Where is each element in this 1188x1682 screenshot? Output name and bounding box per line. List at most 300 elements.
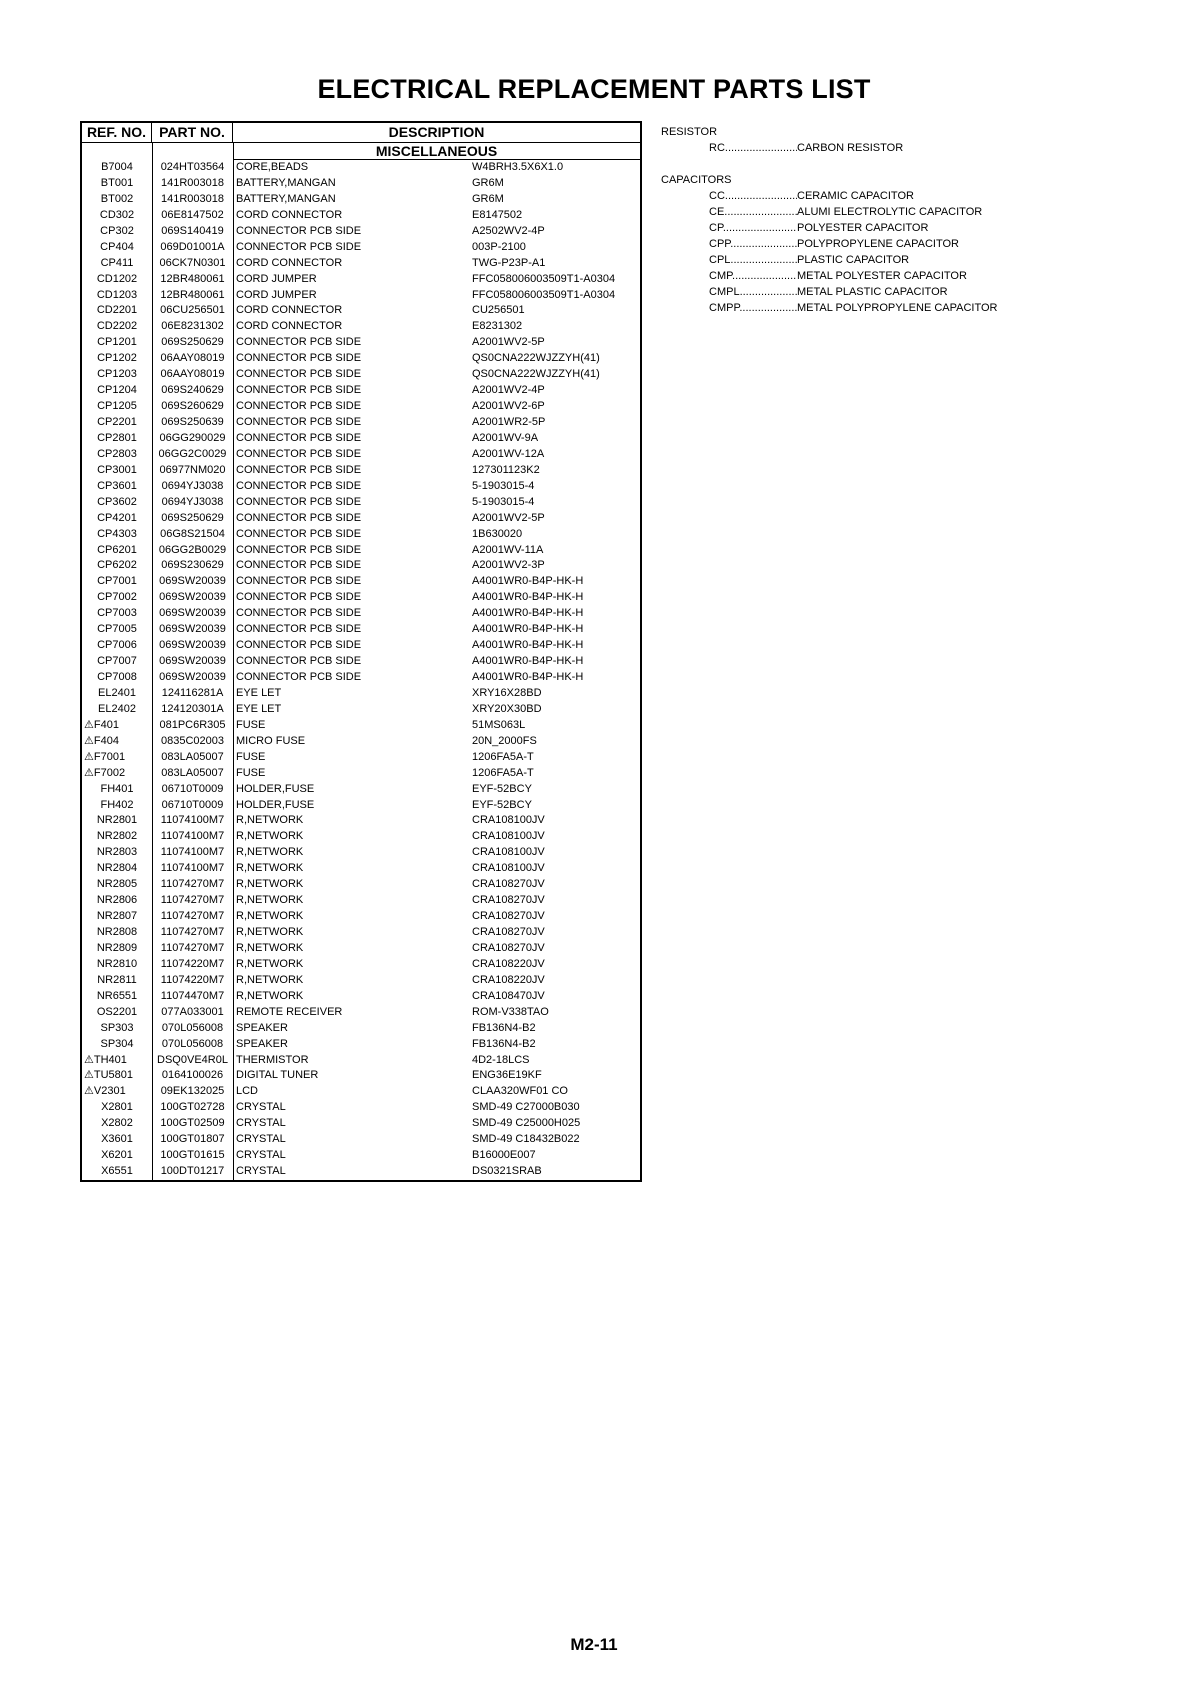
description-cell: CONNECTOR PCB SIDE [236, 431, 362, 444]
part-no-cell: 070L056008 [161, 1037, 224, 1050]
ref-no-cell [82, 718, 152, 734]
table-row [82, 463, 640, 479]
description-cell: CONNECTOR PCB SIDE [236, 240, 362, 253]
part-value-cell: ENG36E19KF [472, 1069, 542, 1082]
legend-label: CERAMIC CAPACITOR [797, 190, 914, 202]
part-value-cell: ROM-V338TAO [472, 1005, 549, 1018]
table-row [82, 574, 640, 590]
part-no-cell: 06AAY08019 [160, 352, 225, 365]
description-cell: CONNECTOR PCB SIDE [236, 671, 362, 683]
part-value-cell: CRA108270JV [472, 894, 545, 907]
legend-label: ALUMI ELECTROLYTIC CAPACITOR [797, 206, 983, 218]
legend-capacitors-heading: CAPACITORS [661, 174, 732, 186]
ref-no-cell: CP3001 [97, 463, 137, 476]
table-row [82, 288, 640, 304]
part-value-cell: E8231302 [472, 320, 523, 333]
part-value-cell: CRA108100JV [472, 814, 545, 827]
part-no-cell: 12BR480061 [160, 288, 225, 301]
ref-no-cell: EL2402 [98, 702, 136, 715]
part-value-cell: TWG-P23P-A1 [472, 256, 546, 269]
safety-warning-icon: ⚠ [84, 1085, 94, 1098]
ref-no-cell: NR2810 [96, 957, 138, 970]
part-value-cell: GR6M [472, 176, 504, 189]
description-cell: CORD CONNECTOR [236, 320, 343, 333]
table-row [82, 925, 640, 941]
table-row [82, 240, 640, 256]
table-row [82, 415, 640, 431]
ref-no-cell: CP1204 [97, 384, 137, 397]
description-cell: R,NETWORK [236, 862, 304, 875]
part-no-cell: 06CK7N0301 [159, 256, 226, 269]
abbreviation-legend [661, 124, 998, 316]
part-no-cell: 11074100M7 [160, 814, 225, 827]
ref-no-cell: CP6201 [97, 543, 137, 556]
table-row [82, 527, 640, 543]
part-no-cell: 06E8147502 [161, 208, 224, 221]
part-value-cell: SMD-49 C27000B030 [472, 1101, 580, 1114]
description-cell: CONNECTOR PCB SIDE [236, 416, 362, 428]
part-value-cell: 1B630020 [472, 527, 523, 540]
description-cell: CONNECTOR PCB SIDE [236, 384, 362, 397]
part-value-cell: CRA108470JV [472, 989, 545, 1002]
description-cell: CONNECTOR PCB SIDE [236, 447, 362, 460]
part-no-cell: 077A033001 [161, 1005, 224, 1018]
safety-warning-icon: ⚠ [84, 1053, 94, 1066]
description-cell: CORD CONNECTOR [236, 256, 343, 269]
part-value-cell: A4001WR0-B4P-HK-H [472, 623, 584, 636]
table-row [82, 511, 640, 527]
part-value-cell: A2001WV2-5P [472, 511, 545, 524]
description-cell: R,NETWORK [236, 910, 304, 923]
description-cell: CONNECTOR PCB SIDE [236, 479, 362, 492]
part-value-cell: 20N_2000FS [472, 734, 537, 747]
table-row [82, 957, 640, 973]
ref-no-cell: CP1205 [97, 400, 137, 413]
part-no-cell: 11074270M7 [160, 941, 225, 954]
part-no-cell: 141R003018 [160, 176, 224, 189]
part-value-cell: CRA108270JV [472, 878, 545, 891]
legend-abbreviation: CPL ..... [709, 252, 797, 268]
part-value-cell: GR6M [472, 192, 504, 205]
parts-table [80, 121, 642, 1182]
description-cell: FUSE [236, 718, 266, 731]
table-row [82, 893, 640, 909]
part-value-cell: CU256501 [472, 304, 525, 317]
part-no-cell: 024HT03564 [160, 161, 225, 173]
part-no-cell: 069S250629 [161, 511, 224, 524]
ref-no-cell: CP4201 [97, 511, 137, 524]
part-no-cell: 100GT01615 [160, 1149, 225, 1162]
description-cell: CRYSTAL [236, 1101, 286, 1114]
ref-no-cell: BT002 [100, 192, 134, 205]
legend-item [661, 284, 998, 300]
table-row [82, 399, 640, 415]
description-cell: DIGITAL TUNER [236, 1069, 319, 1082]
description-cell: BATTERY,MANGAN [236, 176, 336, 189]
ref-no-cell: CP411 [100, 256, 134, 269]
ref-no-cell: CP404 [100, 240, 134, 253]
legend-item [661, 140, 998, 156]
part-no-cell: 0835C02003 [160, 734, 224, 747]
part-no-cell: 083LA05007 [161, 750, 224, 763]
table-row [82, 622, 640, 638]
table-row [82, 782, 640, 798]
part-no-cell: 06E8231302 [161, 320, 224, 333]
table-row [82, 1164, 640, 1180]
description-cell: CONNECTOR PCB SIDE [236, 511, 362, 524]
part-value-cell: QS0CNA222WJZZYH(41) [472, 352, 600, 365]
part-value-cell: EYF-52BCY [472, 782, 532, 795]
ref-no-cell: NR2803 [96, 846, 138, 859]
description-cell: CONNECTOR PCB SIDE [236, 575, 362, 588]
legend-resistor-list [661, 140, 998, 156]
table-row [82, 750, 640, 766]
table-row [82, 208, 640, 224]
description-cell: R,NETWORK [236, 830, 304, 843]
ref-no-cell: CP7003 [97, 607, 137, 620]
ref-no-cell [82, 1068, 152, 1084]
ref-no-cell: CP3602 [97, 495, 137, 508]
table-row [82, 1053, 640, 1069]
description-cell: CRYSTAL [236, 1117, 286, 1130]
ref-no-cell: B7004 [101, 161, 133, 173]
part-value-cell: 5-1903015-4 [472, 495, 535, 508]
description-cell: HOLDER,FUSE [236, 798, 315, 811]
part-value-cell: A2001WV2-4P [472, 384, 545, 397]
part-value-cell: 1206FA5A-T [472, 750, 534, 763]
ref-no-cell: NR2805 [96, 878, 138, 891]
part-no-cell: 06GG2C0029 [158, 447, 227, 460]
part-no-cell: 069S230629 [161, 559, 224, 572]
ref-no-text: F404 [93, 734, 119, 747]
part-value-cell: 5-1903015-4 [472, 479, 535, 492]
part-no-cell: 069SW20039 [159, 575, 226, 588]
table-row [82, 1100, 640, 1116]
part-value-cell: 1206FA5A-T [472, 766, 534, 779]
table-row [82, 590, 640, 606]
description-cell: THERMISTOR [236, 1053, 309, 1066]
legend-item [661, 268, 998, 284]
description-cell: CONNECTOR PCB SIDE [236, 607, 362, 620]
part-no-cell: 06AAY08019 [160, 368, 225, 381]
table-row [82, 829, 640, 845]
description-cell: CONNECTOR PCB SIDE [236, 495, 362, 508]
description-cell: R,NETWORK [236, 941, 304, 954]
part-no-cell: 11074220M7 [160, 957, 225, 970]
safety-warning-icon: ⚠ [84, 718, 94, 731]
legend-item [661, 220, 998, 236]
part-value-cell: A2001WV-11A [472, 543, 544, 556]
part-value-cell: 4D2-18LCS [472, 1053, 530, 1066]
part-no-cell: 06710T0009 [161, 798, 224, 811]
table-row [82, 973, 640, 989]
table-row [82, 766, 640, 782]
part-value-cell: SMD-49 C18432B022 [472, 1133, 580, 1146]
part-value-cell: CRA108270JV [472, 926, 545, 938]
part-value-cell: 003P-2100 [472, 240, 526, 253]
part-value-cell: DS0321SRAB [472, 1165, 542, 1178]
safety-warning-icon: ⚠ [84, 750, 94, 763]
part-no-cell: 11074270M7 [160, 894, 225, 907]
part-no-cell: 141R003018 [160, 192, 224, 205]
table-row [82, 303, 640, 319]
ref-no-cell: CP1201 [97, 336, 137, 349]
ref-no-cell [82, 1053, 152, 1069]
description-cell: REMOTE RECEIVER [236, 1005, 343, 1018]
part-no-cell: 11074220M7 [160, 973, 225, 986]
part-value-cell: CRA108100JV [472, 846, 545, 859]
ref-no-cell: CP7005 [97, 623, 137, 636]
table-row [82, 176, 640, 192]
table-row [82, 1068, 640, 1084]
ref-no-text: TH401 [93, 1053, 127, 1066]
legend-item [661, 188, 998, 204]
description-cell: CONNECTOR PCB SIDE [236, 463, 362, 476]
ref-no-cell: NR2802 [96, 830, 138, 843]
description-cell: R,NETWORK [236, 894, 304, 907]
ref-no-cell [82, 1084, 152, 1100]
header-description: DESCRIPTION [388, 124, 485, 140]
part-no-cell: 081PC6R305 [159, 718, 226, 731]
legend-abbreviation: CP ..... [709, 220, 797, 236]
part-value-cell: 51MS063L [472, 718, 526, 731]
table-row [82, 1037, 640, 1053]
description-cell: CORE,BEADS [236, 161, 309, 173]
table-row [82, 351, 640, 367]
legend-abbreviation: CC ..... [709, 188, 797, 204]
legend-abbreviation: CMP ..... [709, 268, 797, 284]
table-row [82, 1084, 640, 1100]
table-row [82, 431, 640, 447]
part-no-cell: 06GG290029 [159, 431, 226, 444]
part-value-cell: CRA108100JV [472, 830, 545, 843]
ref-no-cell: CD2201 [96, 304, 138, 317]
ref-no-cell: CD1202 [96, 272, 138, 285]
part-no-cell: 100GT01807 [160, 1133, 225, 1146]
table-body [82, 160, 640, 1180]
ref-no-cell [82, 766, 152, 782]
ref-no-cell: X6551 [101, 1165, 133, 1178]
part-value-cell: CRA108220JV [472, 957, 545, 970]
table-row [82, 1116, 640, 1132]
description-cell: CRYSTAL [236, 1165, 286, 1178]
description-cell: SPEAKER [236, 1037, 288, 1050]
table-row [82, 495, 640, 511]
header-part-no: PART NO. [152, 123, 233, 142]
part-value-cell: A2502WV2-4P [472, 224, 545, 237]
table-row [82, 845, 640, 861]
part-no-cell: 06GG2B0029 [158, 543, 227, 556]
ref-no-cell: NR2804 [96, 862, 138, 875]
part-no-cell: 0164100026 [161, 1069, 224, 1082]
description-cell: FUSE [236, 766, 266, 779]
legend-item [661, 300, 998, 316]
part-no-cell: 11074100M7 [160, 846, 225, 859]
ref-no-text: F7001 [93, 750, 126, 763]
part-no-cell: 124120301A [161, 702, 224, 715]
part-value-cell: A4001WR0-B4P-HK-H [472, 671, 584, 683]
part-no-cell: 06CU256501 [160, 304, 225, 317]
part-no-cell: 069SW20039 [159, 607, 226, 620]
ref-no-cell: NR6551 [96, 989, 138, 1002]
part-no-cell: 06710T0009 [161, 782, 224, 795]
part-no-cell: 069SW20039 [159, 655, 226, 668]
part-value-cell: A4001WR0-B4P-HK-H [472, 591, 584, 604]
table-row [82, 813, 640, 829]
table-header [82, 123, 640, 143]
legend-abbreviation: CMPP ..... [709, 300, 797, 316]
safety-warning-icon: ⚠ [84, 734, 94, 747]
part-no-cell: 0694YJ3038 [161, 495, 224, 508]
table-row [82, 558, 640, 574]
ref-no-cell: CP2803 [97, 447, 137, 460]
ref-no-cell: CP2801 [97, 431, 137, 444]
description-cell: CORD CONNECTOR [236, 304, 343, 317]
part-value-cell: CLAA320WF01 CO [472, 1085, 568, 1098]
part-no-cell: 11074470M7 [160, 989, 225, 1002]
ref-no-cell [82, 734, 152, 750]
ref-no-cell: EL2401 [98, 686, 136, 699]
description-cell: EYE LET [236, 686, 282, 699]
ref-no-cell: CP3601 [97, 479, 137, 492]
description-cell: CONNECTOR PCB SIDE [236, 543, 362, 556]
table-row [82, 734, 640, 750]
table-row [82, 718, 640, 734]
ref-no-cell: CP7008 [97, 671, 137, 683]
part-value-cell: FB136N4-B2 [472, 1037, 536, 1050]
part-value-cell: 127301123K2 [472, 463, 540, 476]
table-row [82, 1021, 640, 1037]
description-cell: CONNECTOR PCB SIDE [236, 591, 362, 604]
ref-no-cell: FH402 [100, 798, 134, 811]
table-row [82, 1005, 640, 1021]
part-no-cell: 06977NM020 [159, 463, 226, 476]
ref-no-cell: NR2811 [97, 973, 137, 986]
description-cell: CONNECTOR PCB SIDE [236, 224, 362, 237]
part-value-cell: A4001WR0-B4P-HK-H [472, 575, 584, 588]
part-value-cell: CRA108100JV [472, 862, 545, 875]
legend-label: PLASTIC CAPACITOR [797, 254, 910, 266]
description-cell: BATTERY,MANGAN [236, 192, 336, 205]
ref-no-cell: NR2806 [96, 894, 138, 907]
ref-no-cell: NR2809 [96, 941, 138, 954]
ref-no-cell: FH401 [100, 782, 134, 795]
ref-no-cell: CP302 [100, 224, 134, 237]
part-no-cell: 069S260629 [161, 400, 224, 413]
table-row [82, 479, 640, 495]
part-value-cell: A2001WV2-6P [472, 400, 545, 413]
table-row [82, 606, 640, 622]
legend-item [661, 204, 998, 220]
ref-no-cell: CP6202 [97, 559, 137, 572]
table-row [82, 638, 640, 654]
table-row [82, 447, 640, 463]
ref-no-cell: CP4303 [97, 527, 137, 540]
part-no-cell: 069S250629 [161, 336, 224, 349]
part-value-cell: A2001WR2-5P [472, 416, 546, 428]
ref-no-cell: NR2808 [96, 926, 138, 938]
part-no-cell: 11074100M7 [160, 830, 225, 843]
page-number: M2-11 [570, 1635, 618, 1654]
safety-warning-icon: ⚠ [84, 1069, 94, 1082]
table-row [82, 798, 640, 814]
table-row [82, 543, 640, 559]
ref-no-cell: CD2202 [96, 320, 138, 333]
table-row [82, 224, 640, 240]
description-cell: EYE LET [236, 702, 282, 715]
part-value-cell: A2001WV2-5P [472, 336, 545, 349]
ref-no-cell: NR2801 [96, 814, 138, 827]
ref-no-cell: OS2201 [96, 1005, 138, 1018]
table-row [82, 941, 640, 957]
part-value-cell: A2001WV-12A [472, 447, 545, 460]
legend-item [661, 252, 998, 268]
ref-no-cell: X3601 [101, 1133, 133, 1146]
legend-abbreviation: RC ..... [709, 140, 797, 156]
legend-label: POLYPROPYLENE CAPACITOR [797, 238, 959, 250]
description-cell: HOLDER,FUSE [236, 782, 315, 795]
part-value-cell: QS0CNA222WJZZYH(41) [472, 368, 600, 381]
table-row [82, 861, 640, 877]
ref-no-text: TU5801 [93, 1069, 134, 1082]
description-cell: CRYSTAL [236, 1149, 286, 1162]
description-cell: LCD [236, 1085, 259, 1098]
ref-no-cell: CP1202 [97, 352, 137, 365]
ref-no-cell: CD1203 [96, 288, 138, 301]
part-no-cell: 0694YJ3038 [161, 479, 224, 492]
legend-label: POLYESTER CAPACITOR [797, 222, 929, 234]
legend-capacitors-list [661, 188, 998, 316]
table-row [82, 670, 640, 686]
description-cell: MICRO FUSE [236, 734, 306, 747]
part-value-cell: CRA108270JV [472, 941, 545, 954]
ref-no-cell: CP7001 [97, 575, 137, 588]
description-cell: R,NETWORK [236, 957, 304, 970]
part-value-cell: EYF-52BCY [472, 798, 532, 811]
legend-label: METAL POLYPROPYLENE CAPACITOR [797, 302, 998, 314]
description-cell: CORD JUMPER [236, 272, 317, 285]
part-value-cell: FFC058006003509T1-A0304 [472, 272, 616, 285]
part-no-cell: 083LA05007 [161, 766, 224, 779]
legend-abbreviation: CPP ..... [709, 236, 797, 252]
description-cell: CONNECTOR PCB SIDE [236, 623, 362, 636]
table-row [82, 192, 640, 208]
legend-item [661, 236, 998, 252]
part-value-cell: CRA108220JV [472, 973, 545, 986]
part-no-cell: 100GT02509 [160, 1117, 225, 1130]
part-value-cell: SMD-49 C25000H025 [472, 1117, 581, 1130]
part-value-cell: A2001WV-9A [472, 431, 539, 444]
description-cell: R,NETWORK [236, 878, 304, 891]
ref-no-cell: CP7002 [97, 591, 137, 604]
description-cell: R,NETWORK [236, 926, 304, 938]
part-no-cell: DSQ0VE4R0L [157, 1053, 228, 1066]
ref-no-cell: CP7006 [97, 639, 137, 652]
description-cell: CONNECTOR PCB SIDE [236, 655, 362, 668]
description-cell: CONNECTOR PCB SIDE [236, 352, 362, 365]
description-cell: R,NETWORK [236, 846, 304, 859]
description-cell: CORD JUMPER [236, 288, 317, 301]
part-value-cell: A4001WR0-B4P-HK-H [472, 607, 584, 620]
description-cell: CONNECTOR PCB SIDE [236, 400, 362, 413]
part-value-cell: FFC058006003509T1-A0304 [472, 288, 616, 301]
part-no-cell: 069SW20039 [159, 639, 226, 652]
ref-no-text: F401 [93, 718, 119, 731]
part-no-cell: 06G8S21504 [160, 527, 225, 540]
description-cell: FUSE [236, 750, 266, 763]
table-row [82, 1132, 640, 1148]
part-value-cell: E8147502 [472, 208, 523, 221]
